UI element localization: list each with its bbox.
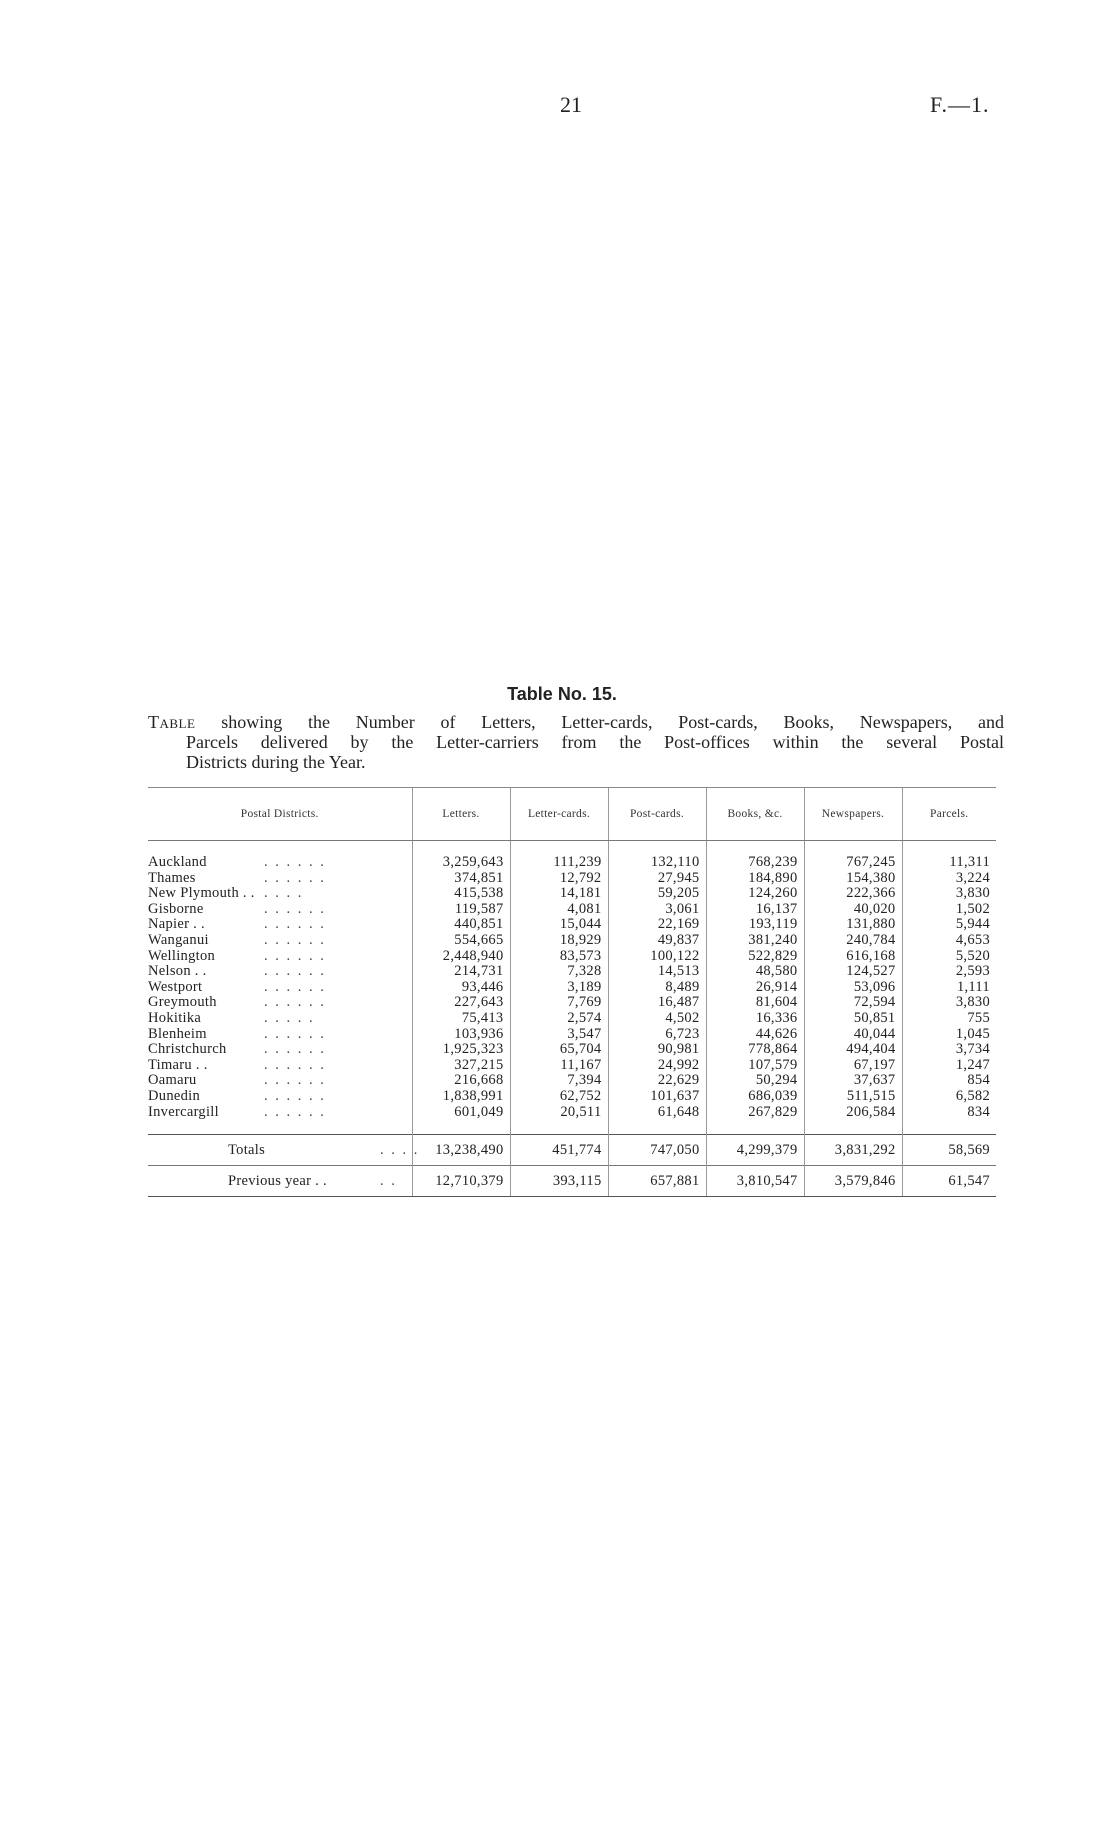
leader-dots: . . . . . .: [264, 931, 326, 948]
books-cell: 193,119: [706, 917, 804, 933]
district-name: Auckland: [148, 854, 207, 870]
previous-year-books: 3,810,547: [706, 1166, 804, 1197]
totals-row: [148, 1135, 996, 1166]
table-row: [148, 1073, 996, 1089]
table-row: [148, 1042, 996, 1058]
table-row: [148, 871, 996, 887]
letter-cards-cell: 18,929: [510, 933, 608, 949]
district-name: Gisborne: [148, 900, 204, 917]
post-cards-cell: 59,205: [608, 886, 706, 902]
newspapers-cell: 67,197: [804, 1058, 902, 1074]
leader-dots: . . . . . .: [264, 978, 326, 995]
parcels-cell: 5,944: [902, 917, 996, 933]
post-cards-cell: 100,122: [608, 949, 706, 965]
district-name: Wellington: [148, 947, 216, 964]
leader-dots: . . . . . .: [264, 900, 326, 917]
books-cell: 778,864: [706, 1042, 804, 1058]
newspapers-cell: 154,380: [804, 871, 902, 887]
table-body: [148, 841, 996, 1135]
parcels-cell: 3,734: [902, 1042, 996, 1058]
district-cell: [148, 1058, 412, 1074]
books-cell: 124,260: [706, 886, 804, 902]
previous-year-row: [148, 1166, 996, 1197]
books-cell: 686,039: [706, 1089, 804, 1105]
letter-cards-cell: 111,239: [510, 855, 608, 871]
books-cell: 81,604: [706, 995, 804, 1011]
page-code: F.—1.: [930, 92, 990, 117]
parcels-cell: 3,224: [902, 871, 996, 887]
newspapers-cell: 40,020: [804, 902, 902, 918]
newspapers-cell: 50,851: [804, 1011, 902, 1027]
letters-cell: 216,668: [412, 1073, 510, 1089]
post-cards-cell: 49,837: [608, 933, 706, 949]
letters-cell: 227,643: [412, 995, 510, 1011]
column-header: Letters.: [412, 788, 510, 841]
parcels-cell: 854: [902, 1073, 996, 1089]
letters-cell: 2,448,940: [412, 949, 510, 965]
district-cell: [148, 886, 412, 902]
letters-cell: 1,838,991: [412, 1089, 510, 1105]
letter-cards-cell: 65,704: [510, 1042, 608, 1058]
district-cell: [148, 1089, 412, 1105]
post-cards-cell: 24,992: [608, 1058, 706, 1074]
leader-dots: . . . . . .: [264, 1041, 326, 1058]
books-cell: 16,336: [706, 1011, 804, 1027]
caption-line-2: Parcels delivered by the Letter-carriers from the Post-offices within the several Postal: [186, 732, 1004, 752]
letter-cards-cell: 15,044: [510, 917, 608, 933]
table-row: [148, 1105, 996, 1121]
letters-cell: 327,215: [412, 1058, 510, 1074]
previous-year-label: Previous year . .: [228, 1173, 327, 1190]
leader-dots: . .: [380, 1173, 397, 1190]
leader-dots: . . . . . .: [264, 947, 326, 964]
district-name: Nelson . .: [148, 963, 207, 980]
post-cards-cell: 3,061: [608, 902, 706, 918]
previous-year-post-cards: 657,881: [608, 1166, 706, 1197]
books-cell: 50,294: [706, 1073, 804, 1089]
parcels-cell: 1,045: [902, 1027, 996, 1043]
books-cell: 48,580: [706, 964, 804, 980]
letter-cards-cell: 11,167: [510, 1058, 608, 1074]
column-header: Postal Districts.: [148, 788, 412, 841]
caption-line-1: [148, 712, 1004, 732]
district-name: Timaru . .: [148, 1056, 208, 1073]
books-cell: 267,829: [706, 1105, 804, 1121]
parcels-cell: 755: [902, 1011, 996, 1027]
newspapers-cell: 240,784: [804, 933, 902, 949]
parcels-cell: 1,111: [902, 980, 996, 996]
district-cell: [148, 855, 412, 871]
parcels-cell: 834: [902, 1105, 996, 1121]
table-row: [148, 949, 996, 965]
books-cell: 44,626: [706, 1027, 804, 1043]
post-cards-cell: 132,110: [608, 855, 706, 871]
parcels-cell: 6,582: [902, 1089, 996, 1105]
district-cell: [148, 1011, 412, 1027]
letter-cards-cell: 7,394: [510, 1073, 608, 1089]
letters-cell: 103,936: [412, 1027, 510, 1043]
district-name: Wanganui: [148, 931, 209, 948]
parcels-cell: 3,830: [902, 995, 996, 1011]
district-name: Thames: [148, 869, 196, 886]
table-row: [148, 933, 996, 949]
caption-lead: Table: [148, 712, 196, 732]
totals-label-cell: [148, 1135, 420, 1166]
page-number: 21: [560, 92, 582, 117]
letter-cards-cell: 62,752: [510, 1089, 608, 1105]
leader-dots: . . . . . .: [264, 854, 326, 870]
district-cell: [148, 1073, 412, 1089]
totals-letters: 13,238,490: [412, 1135, 510, 1166]
district-name: Westport: [148, 978, 203, 995]
newspapers-cell: 494,404: [804, 1042, 902, 1058]
books-cell: 184,890: [706, 871, 804, 887]
parcels-cell: 4,653: [902, 933, 996, 949]
district-cell: [148, 1042, 412, 1058]
totals-newspapers: 3,831,292: [804, 1135, 902, 1166]
letter-cards-cell: 3,189: [510, 980, 608, 996]
leader-dots: . . . . . .: [264, 994, 326, 1011]
column-header: Letter-cards.: [510, 788, 608, 841]
letter-cards-cell: 3,547: [510, 1027, 608, 1043]
post-cards-cell: 22,629: [608, 1073, 706, 1089]
previous-year-label-cell: [148, 1166, 412, 1197]
spacer-row: [148, 841, 996, 856]
newspapers-cell: 131,880: [804, 917, 902, 933]
district-name: Christchurch: [148, 1041, 227, 1058]
previous-year-parcels: 61,547: [902, 1166, 996, 1197]
letters-cell: 214,731: [412, 964, 510, 980]
table-title: Table No. 15.: [507, 684, 617, 704]
leader-dots: . . . . . .: [264, 1056, 326, 1073]
letters-cell: 601,049: [412, 1105, 510, 1121]
table-row: [148, 1011, 996, 1027]
district-cell: [148, 1105, 412, 1121]
letters-cell: 119,587: [412, 902, 510, 918]
leader-dots: . . . . . .: [264, 869, 326, 886]
letter-cards-cell: 7,328: [510, 964, 608, 980]
post-cards-cell: 27,945: [608, 871, 706, 887]
letters-cell: 75,413: [412, 1011, 510, 1027]
parcels-cell: 1,247: [902, 1058, 996, 1074]
table-row: [148, 964, 996, 980]
letters-cell: 374,851: [412, 871, 510, 887]
leader-dots: . . . . . .: [264, 1025, 326, 1042]
letter-cards-cell: 83,573: [510, 949, 608, 965]
table-header-row: [148, 788, 996, 841]
column-header: Post-cards.: [608, 788, 706, 841]
column-header: Books, &c.: [706, 788, 804, 841]
leader-dots: . . . . . .: [264, 1087, 326, 1104]
post-cards-cell: 90,981: [608, 1042, 706, 1058]
newspapers-cell: 124,527: [804, 964, 902, 980]
table-caption: [148, 712, 1004, 772]
totals-parcels: 58,569: [902, 1135, 996, 1166]
district-cell: [148, 964, 412, 980]
letter-cards-cell: 4,081: [510, 902, 608, 918]
leader-dots: . . . . . .: [264, 1103, 326, 1120]
letters-cell: 93,446: [412, 980, 510, 996]
district-cell: [148, 917, 412, 933]
district-name: Napier . .: [148, 916, 205, 933]
previous-year-letter-cards: 393,115: [510, 1166, 608, 1197]
district-cell: [148, 980, 412, 996]
district-cell: [148, 902, 412, 918]
table-row: [148, 1089, 996, 1105]
caption-line-3: Districts during the Year.: [186, 752, 366, 772]
caption-line-1-text: showing the Number of Letters, Letter-cards, Post-cards, Books, Newspapers, and: [221, 712, 1004, 732]
district-cell: [148, 933, 412, 949]
letter-cards-cell: 2,574: [510, 1011, 608, 1027]
totals-label: Totals: [228, 1142, 266, 1159]
leader-dots: . . . .: [264, 885, 304, 902]
totals-post-cards: 747,050: [608, 1135, 706, 1166]
newspapers-cell: 511,515: [804, 1089, 902, 1105]
post-cards-cell: 22,169: [608, 917, 706, 933]
previous-year-letters: 12,710,379: [412, 1166, 510, 1197]
table-row: [148, 980, 996, 996]
previous-year-newspapers: 3,579,846: [804, 1166, 902, 1197]
post-cards-cell: 4,502: [608, 1011, 706, 1027]
newspapers-cell: 40,044: [804, 1027, 902, 1043]
letters-cell: 554,665: [412, 933, 510, 949]
books-cell: 381,240: [706, 933, 804, 949]
column-header: Newspapers.: [804, 788, 902, 841]
post-cards-cell: 101,637: [608, 1089, 706, 1105]
books-cell: 107,579: [706, 1058, 804, 1074]
table-row: [148, 886, 996, 902]
district-name: Oamaru: [148, 1072, 197, 1089]
post-cards-cell: 16,487: [608, 995, 706, 1011]
books-cell: 522,829: [706, 949, 804, 965]
district-cell: [148, 949, 412, 965]
leader-dots: . . . . . .: [264, 916, 326, 933]
district-cell: [148, 995, 412, 1011]
newspapers-cell: 767,245: [804, 855, 902, 871]
district-name: Greymouth: [148, 994, 217, 1011]
parcels-cell: 3,830: [902, 886, 996, 902]
books-cell: 16,137: [706, 902, 804, 918]
leader-dots: . . . . . .: [264, 963, 326, 980]
letters-cell: 415,538: [412, 886, 510, 902]
books-cell: 26,914: [706, 980, 804, 996]
letter-cards-cell: 12,792: [510, 871, 608, 887]
totals-letter-cards: 451,774: [510, 1135, 608, 1166]
parcels-cell: 1,502: [902, 902, 996, 918]
district-name: New Plymouth . .: [148, 885, 255, 902]
letter-cards-cell: 14,181: [510, 886, 608, 902]
district-cell: [148, 1027, 412, 1043]
leader-dots: . . . .: [380, 1142, 420, 1159]
newspapers-cell: 616,168: [804, 949, 902, 965]
table-row: [148, 995, 996, 1011]
spacer-row: [148, 1120, 996, 1135]
newspapers-cell: 206,584: [804, 1105, 902, 1121]
leader-dots: . . . . . .: [264, 1072, 326, 1089]
post-cards-cell: 6,723: [608, 1027, 706, 1043]
letter-cards-cell: 7,769: [510, 995, 608, 1011]
totals-books: 4,299,379: [706, 1135, 804, 1166]
column-header: Parcels.: [902, 788, 996, 841]
table-row: [148, 1058, 996, 1074]
postal-deliveries-table: [148, 788, 996, 1197]
district-name: Hokitika: [148, 1009, 202, 1026]
parcels-cell: 5,520: [902, 949, 996, 965]
newspapers-cell: 72,594: [804, 995, 902, 1011]
letters-cell: 440,851: [412, 917, 510, 933]
table-row: [148, 917, 996, 933]
parcels-cell: 11,311: [902, 855, 996, 871]
newspapers-cell: 37,637: [804, 1073, 902, 1089]
letters-cell: 3,259,643: [412, 855, 510, 871]
post-cards-cell: 14,513: [608, 964, 706, 980]
books-cell: 768,239: [706, 855, 804, 871]
post-cards-cell: 8,489: [608, 980, 706, 996]
table-row: [148, 902, 996, 918]
post-cards-cell: 61,648: [608, 1105, 706, 1121]
district-name: Invercargill: [148, 1103, 219, 1120]
district-cell: [148, 871, 412, 887]
table-row: [148, 1027, 996, 1043]
letter-cards-cell: 20,511: [510, 1105, 608, 1121]
table-row: [148, 855, 996, 871]
district-name: Blenheim: [148, 1025, 207, 1042]
district-name: Dunedin: [148, 1087, 201, 1104]
leader-dots: . . . . .: [264, 1009, 315, 1026]
newspapers-cell: 53,096: [804, 980, 902, 996]
parcels-cell: 2,593: [902, 964, 996, 980]
newspapers-cell: 222,366: [804, 886, 902, 902]
letters-cell: 1,925,323: [412, 1042, 510, 1058]
